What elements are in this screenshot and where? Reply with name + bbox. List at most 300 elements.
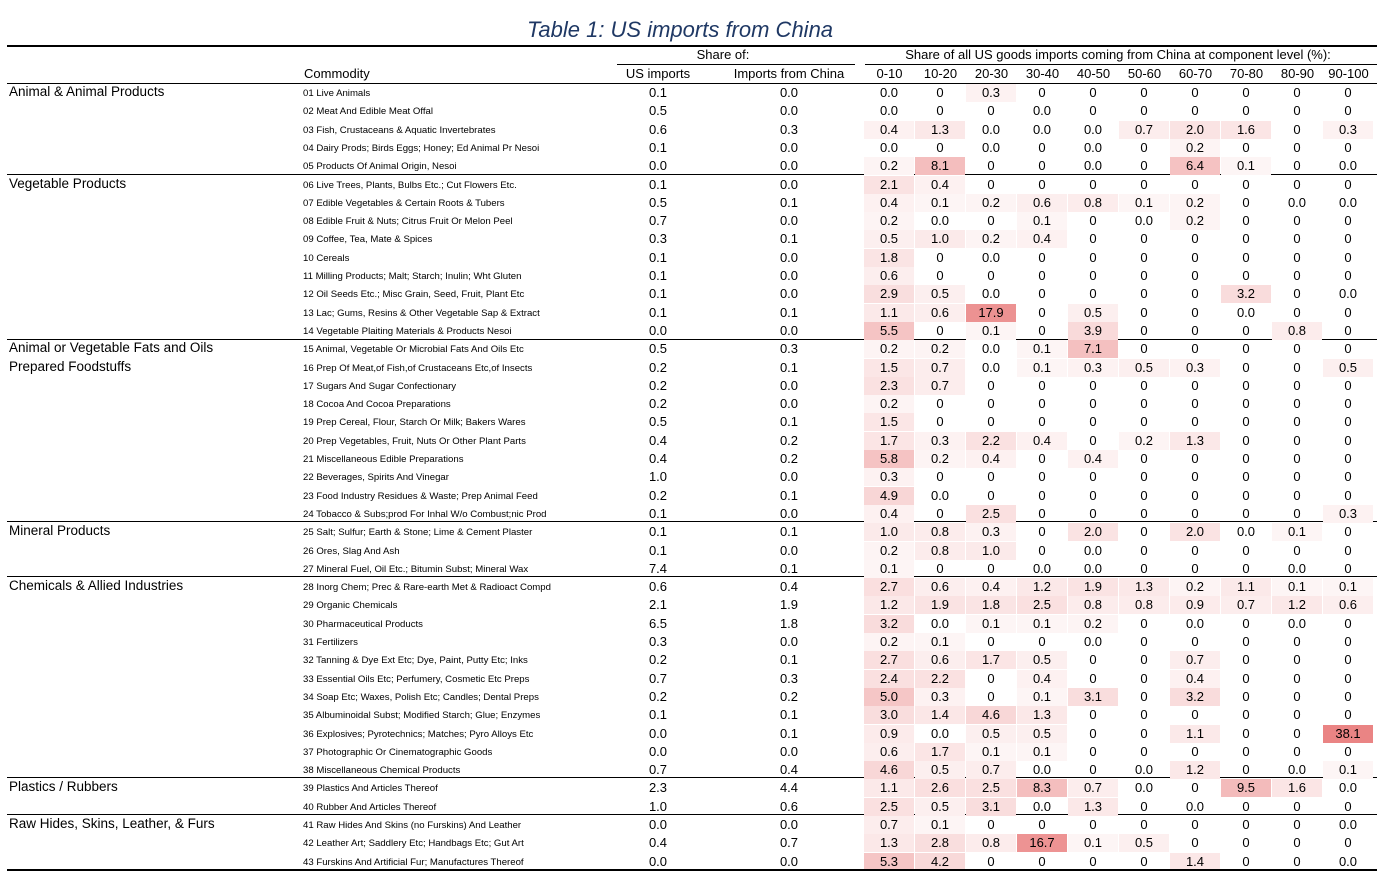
heat-cell: 0 [1191, 451, 1199, 466]
heat-cell: 0.3 [1170, 359, 1220, 377]
commodity-name: 10 Cereals [303, 252, 350, 264]
heat-cell: 0.0 [1287, 194, 1307, 210]
heat-cell: 0 [1344, 469, 1352, 485]
us-imports-share: 0.6 [648, 579, 668, 595]
heat-cell: 0 [987, 213, 995, 229]
heat-cell: 0 [1038, 176, 1046, 192]
heat-cell: 0 [1089, 414, 1097, 430]
heat-cell: 0 [1038, 85, 1046, 100]
heat-cell: 0.2 [864, 395, 914, 413]
heat-cell: 0 [1038, 139, 1046, 155]
heat-cell: 2.5 [1017, 596, 1067, 614]
heat-cell: 0.1 [915, 816, 965, 834]
heat-cell: 0 [1293, 725, 1301, 741]
commodity-name: 26 Ores, Slag And Ash [303, 545, 400, 557]
heat-cell: 0.1 [1221, 157, 1271, 175]
heat-cell: 0 [1344, 377, 1352, 393]
commodity-name: 12 Oil Seeds Etc.; Misc Grain, Seed, Fruit, Plant Etc [303, 289, 525, 301]
commodity-name: 08 Edible Fruit & Nuts; Citrus Fruit Or Melon Peel [303, 216, 513, 228]
heat-cell: 0 [1140, 286, 1148, 302]
bin-header-80-90: 80-90 [1280, 66, 1315, 81]
bin-header-50-60: 50-60 [1127, 66, 1162, 81]
heat-cell: 0 [1293, 139, 1301, 155]
heat-cell: 0.0 [1185, 615, 1205, 631]
heat-cell: 0 [1038, 158, 1046, 174]
heat-cell: 0.9 [864, 725, 914, 743]
heat-cell: 0.0 [1338, 158, 1358, 174]
heat-cell: 16.7 [1017, 834, 1067, 852]
heat-cell: 0.0 [1338, 780, 1358, 796]
commodity-name: 34 Soap Etc; Waxes, Polish Etc; Candles; Dental Preps [303, 691, 539, 703]
heat-cell: 0 [1089, 249, 1097, 265]
heat-cell: 0 [1293, 469, 1301, 485]
heat-cell: 0 [1293, 835, 1301, 851]
imports-from-china-share: 0.7 [779, 835, 799, 851]
heat-cell: 0 [1191, 85, 1199, 100]
heat-cell: 0.1 [1017, 359, 1067, 377]
heat-cell: 0 [936, 414, 944, 430]
heat-cell: 2.9 [864, 285, 914, 303]
heat-cell: 0 [1140, 634, 1148, 649]
imports-from-china-share: 1.8 [779, 615, 799, 631]
heat-cell: 1.2 [864, 596, 914, 614]
heat-cell: 0.0 [981, 359, 1001, 375]
us-imports-share: 0.2 [648, 688, 668, 704]
heat-cell: 0 [1242, 798, 1250, 814]
heat-cell: 0.6 [1323, 596, 1373, 614]
heat-cell: 1.9 [1068, 578, 1118, 596]
heat-cell: 0 [1242, 634, 1250, 649]
heat-cell: 0.0 [981, 121, 1001, 137]
heat-cell: 3.1 [1068, 688, 1118, 706]
heat-cell: 0 [1344, 176, 1352, 192]
heat-cell: 2.8 [915, 834, 965, 852]
heat-cell: 0 [1140, 304, 1148, 320]
heat-cell: 0 [1191, 341, 1199, 357]
heat-cell: 0 [1140, 414, 1148, 430]
heat-cell: 0.1 [966, 743, 1016, 761]
heat-cell: 0 [1140, 176, 1148, 192]
heat-cell: 0.0 [1287, 615, 1307, 631]
heat-cell: 0.1 [1017, 212, 1067, 230]
heat-cell: 0 [1140, 487, 1148, 503]
heat-cell: 5.0 [864, 688, 914, 706]
heat-cell: 0.1 [966, 615, 1016, 633]
heat-cell: 0 [1242, 505, 1250, 521]
heat-cell: 0 [1191, 634, 1199, 649]
heat-cell: 0 [1191, 707, 1199, 723]
heat-cell: 0.5 [1323, 359, 1373, 377]
heat-cell: 0.4 [864, 121, 914, 139]
heat-cell: 0 [1293, 249, 1301, 265]
heat-cell: 0 [1293, 798, 1301, 814]
heat-cell: 0 [1140, 341, 1148, 357]
us-imports-share: 0.0 [648, 853, 668, 869]
commodity-name: 29 Organic Chemicals [303, 600, 398, 612]
heat-cell: 0.2 [1170, 194, 1220, 212]
heat-cell: 0 [1344, 213, 1352, 229]
heat-cell: 0 [1089, 652, 1097, 668]
heat-cell: 0 [1293, 414, 1301, 430]
heat-cell: 0 [1242, 615, 1250, 631]
heat-cell: 0 [1038, 322, 1046, 338]
heat-cell: 0 [1344, 487, 1352, 503]
imports-from-china-share: 0.0 [779, 396, 799, 412]
heat-cell: 0 [1242, 268, 1250, 283]
us-imports-header: US imports [625, 66, 691, 81]
us-imports-share: 0.2 [648, 377, 668, 393]
heat-cell: 0 [1293, 231, 1301, 247]
heat-cell: 1.7 [915, 743, 965, 761]
heat-cell: 0.0 [1083, 542, 1103, 558]
heat-cell: 0 [1140, 524, 1148, 540]
us-imports-share: 7.4 [648, 560, 668, 576]
bin-header-60-70: 60-70 [1178, 66, 1213, 81]
heat-cell: 0 [1140, 688, 1148, 704]
heat-cell: 0 [936, 505, 944, 521]
commodity-name: 41 Raw Hides And Skins (no Furskins) And Leather [303, 820, 522, 831]
heat-cell: 0.0 [930, 725, 950, 741]
heat-cell: 0.3 [966, 84, 1016, 102]
heat-cell: 0 [1242, 817, 1250, 832]
share-of-header: Share of: [696, 47, 750, 62]
heat-cell: 0 [1038, 414, 1046, 430]
heat-cell: 8.3 [1017, 779, 1067, 797]
commodity-name: 36 Explosives; Pyrotechnics; Matches; Pyro Alloys Etc [303, 728, 534, 740]
heat-cell: 0 [1344, 542, 1352, 558]
commodity-name: 15 Animal, Vegetable Or Microbial Fats And Oils Etc [303, 344, 524, 356]
heat-cell: 0 [1191, 505, 1199, 521]
imports-from-china-share: 0.3 [779, 121, 799, 137]
heat-cell: 0 [987, 817, 995, 832]
heat-cell: 1.9 [915, 596, 965, 614]
heat-cell: 0 [1242, 341, 1250, 357]
us-imports-share: 0.0 [648, 817, 668, 832]
heat-cell: 0 [987, 634, 995, 649]
heat-cell: 0 [1242, 743, 1250, 759]
heat-cell: 3.2 [864, 615, 914, 633]
heat-cell: 0 [1089, 103, 1097, 119]
heat-cell: 1.0 [915, 230, 965, 248]
us-imports-share: 0.1 [648, 505, 668, 521]
heat-cell: 0 [1038, 469, 1046, 485]
heat-cell: 0 [1089, 176, 1097, 192]
heat-cell: 1.0 [966, 542, 1016, 560]
heat-cell: 0.7 [1119, 121, 1169, 139]
heat-cell: 0 [1191, 286, 1199, 302]
heat-cell: 1.7 [966, 651, 1016, 669]
heat-cell: 0 [1242, 725, 1250, 741]
heat-cell: 0.8 [1068, 596, 1118, 614]
heat-cell: 0.1 [1272, 523, 1322, 541]
heat-cell: 0 [1242, 176, 1250, 192]
heat-cell: 0.2 [864, 633, 914, 651]
heat-cell: 0 [987, 268, 995, 283]
heat-cell: 4.2 [915, 853, 965, 871]
heat-cell: 0.5 [1068, 304, 1118, 322]
heat-cell: 6.4 [1170, 157, 1220, 175]
heat-cell: 2.4 [864, 670, 914, 688]
heat-cell: 0 [1089, 213, 1097, 229]
us-imports-share: 0.1 [648, 304, 668, 320]
heat-cell: 0 [936, 85, 944, 100]
heat-cell: 0 [1293, 743, 1301, 759]
heat-cell: 0.3 [1323, 121, 1373, 139]
us-imports-share: 0.1 [648, 268, 668, 283]
heat-cell: 0 [1293, 396, 1301, 412]
section-label: Animal or Vegetable Fats and Oils [9, 340, 214, 356]
heat-cell: 0.4 [1017, 432, 1067, 450]
heat-cell: 0 [1140, 139, 1148, 155]
heat-cell: 0 [1038, 377, 1046, 393]
heat-cell: 0.0 [1032, 560, 1052, 576]
heat-cell: 1.8 [966, 596, 1016, 614]
heat-cell: 0 [1242, 213, 1250, 229]
heat-cell: 0 [1089, 268, 1097, 283]
heat-cell: 0 [1038, 524, 1046, 540]
commodity-name: 32 Tanning & Dye Ext Etc; Dye, Paint, Putty Etc; Inks [303, 655, 528, 667]
heat-cell: 0.6 [915, 578, 965, 596]
heat-cell: 0 [1038, 286, 1046, 302]
heat-cell: 9.5 [1221, 779, 1271, 797]
commodity-name: 42 Leather Art; Saddlery Etc; Handbags Etc; Gut Art [303, 838, 524, 850]
us-imports-share: 0.7 [648, 213, 668, 229]
heat-cell: 1.6 [1221, 121, 1271, 139]
heat-cell: 0.4 [966, 450, 1016, 468]
heat-cell: 3.9 [1068, 322, 1118, 340]
heat-cell: 0 [1089, 487, 1097, 503]
heat-cell: 0.3 [864, 468, 914, 486]
heat-cell: 0 [1242, 560, 1250, 576]
heat-cell: 0 [1242, 103, 1250, 119]
heat-cell: 0 [1293, 176, 1301, 192]
heat-cell: 0 [1344, 835, 1352, 851]
imports-from-china-share: 0.6 [779, 798, 799, 814]
heat-cell: 0 [1293, 707, 1301, 723]
heat-cell: 0 [1242, 85, 1250, 100]
imports-from-china-share: 0.1 [779, 524, 799, 540]
heat-cell: 0 [1344, 103, 1352, 119]
heat-cell: 0 [1344, 249, 1352, 265]
heat-cell: 17.9 [966, 304, 1016, 322]
imports-from-china-share: 0.0 [779, 268, 799, 283]
heat-cell: 0 [1140, 798, 1148, 814]
imports-from-china-share: 0.0 [779, 85, 799, 100]
heat-cell: 0 [1242, 688, 1250, 704]
us-imports-share: 0.0 [648, 322, 668, 338]
section-label: Plastics / Rubbers [9, 779, 118, 795]
heat-cell: 0 [936, 249, 944, 265]
heat-cell: 0.0 [981, 249, 1001, 265]
heat-cell: 0.1 [1017, 688, 1067, 706]
heat-cell: 0 [1191, 414, 1199, 430]
us-imports-share: 0.5 [648, 341, 668, 357]
heat-cell: 0 [1191, 469, 1199, 485]
heat-cell: 0 [1344, 798, 1352, 814]
imports-from-china-share: 0.1 [779, 414, 799, 430]
heat-cell: 0 [1344, 707, 1352, 723]
heat-cell: 1.4 [1170, 853, 1220, 871]
heat-cell: 0.7 [915, 359, 965, 377]
heat-cell: 0 [1191, 304, 1199, 320]
heat-cell: 0 [1344, 396, 1352, 412]
heat-cell: 2.7 [864, 651, 914, 669]
us-imports-share: 0.0 [648, 743, 668, 759]
heat-cell: 0.7 [864, 816, 914, 834]
heat-cell: 1.0 [864, 523, 914, 541]
heat-cell: 0.1 [1119, 194, 1169, 212]
heat-cell: 0.8 [915, 542, 965, 560]
heat-cell: 0 [936, 268, 944, 283]
us-imports-share: 6.5 [648, 615, 668, 631]
heat-cell: 0.1 [864, 560, 914, 578]
heat-cell: 0 [1293, 451, 1301, 466]
heat-cell: 2.5 [864, 798, 914, 816]
heat-cell: 0 [1191, 817, 1199, 832]
imports-from-china-share: 0.0 [779, 634, 799, 649]
imports-from-china-share: 0.1 [779, 487, 799, 503]
heat-cell: 0.0 [981, 286, 1001, 302]
commodity-name: 31 Fertilizers [303, 637, 358, 648]
imports-from-china-share: 0.0 [779, 505, 799, 521]
section-label: Mineral Products [9, 523, 111, 539]
commodity-name: 21 Miscellaneous Edible Preparations [303, 454, 464, 465]
heat-cell: 0 [1242, 670, 1250, 686]
heat-cell: 0 [1038, 505, 1046, 521]
imports-from-china-share: 0.0 [779, 139, 799, 155]
heat-cell: 0.8 [1068, 194, 1118, 212]
heat-cell: 1.4 [915, 706, 965, 724]
heat-cell: 0 [1140, 853, 1148, 869]
imports-from-china-share: 0.0 [779, 158, 799, 174]
heat-cell: 2.0 [1170, 121, 1220, 139]
imports-from-china-share: 0.0 [779, 542, 799, 558]
bin-header-20-30: 20-30 [974, 66, 1009, 81]
heat-cell: 0 [1293, 688, 1301, 704]
section-label: Animal & Animal Products [9, 84, 165, 99]
heat-cell: 0.7 [1221, 596, 1271, 614]
heat-cell: 0 [1191, 377, 1199, 393]
heat-cell: 0.3 [1068, 359, 1118, 377]
heat-cell: 0 [1293, 359, 1301, 375]
heat-cell: 0 [987, 853, 995, 869]
heat-cell: 0.5 [966, 725, 1016, 743]
heat-cell: 0 [1242, 853, 1250, 869]
heat-cell: 0.6 [864, 267, 914, 285]
heat-cell: 0 [1089, 725, 1097, 741]
heat-cell: 0 [1089, 231, 1097, 247]
heat-cell: 1.3 [864, 834, 914, 852]
heat-cell: 0.6 [915, 304, 965, 322]
heat-cell: 0.5 [864, 230, 914, 248]
heat-cell: 1.1 [864, 779, 914, 797]
heat-cell: 0 [1293, 103, 1301, 119]
heat-cell: 0 [1293, 304, 1301, 320]
heat-cell: 2.1 [864, 176, 914, 194]
imports-from-china-share: 1.9 [779, 597, 799, 613]
heat-cell: 0 [1344, 268, 1352, 283]
commodity-name: 20 Prep Vegetables, Fruit, Nuts Or Other Plant Parts [303, 435, 526, 447]
heat-cell: 0 [1344, 451, 1352, 466]
heat-cell: 0 [987, 377, 995, 393]
heat-cell: 0 [1344, 341, 1352, 357]
imports-from-china-share: 0.0 [779, 103, 799, 119]
commodity-name: 43 Furskins And Artificial Fur; Manufactures Thereof [303, 856, 524, 868]
heat-cell: 0 [1038, 304, 1046, 320]
us-imports-share: 0.3 [648, 634, 668, 649]
us-imports-share: 0.1 [648, 139, 668, 155]
heat-cell: 0 [1089, 396, 1097, 412]
heat-cell: 0 [987, 670, 995, 686]
imports-from-china-share: 0.3 [779, 670, 799, 686]
heat-cell: 0 [1344, 85, 1352, 100]
imports-from-china-share: 0.0 [779, 176, 799, 192]
heat-cell: 0 [1089, 377, 1097, 393]
heat-cell: 0 [1242, 359, 1250, 375]
commodity-name: 35 Albuminoidal Subst; Modified Starch; Glue; Enzymes [303, 710, 541, 722]
heat-cell: 0 [936, 103, 944, 119]
commodity-name: 40 Rubber And Articles Thereof [303, 801, 437, 813]
commodity-name: 16 Prep Of Meat,of Fish,of Crustaceans Etc,of Insects [303, 362, 533, 374]
heat-cell: 0 [987, 469, 995, 485]
imports-from-china-share: 0.0 [779, 377, 799, 393]
heat-cell: 0 [1140, 451, 1148, 466]
us-imports-share: 0.1 [648, 524, 668, 540]
heat-cell: 0.2 [1119, 432, 1169, 450]
heat-cell: 0 [1344, 231, 1352, 247]
heat-cell: 0.0 [981, 341, 1001, 357]
us-imports-share: 0.1 [648, 85, 668, 100]
commodity-name: 17 Sugars And Sugar Confectionary [303, 380, 457, 392]
heat-cell: 0 [1293, 268, 1301, 283]
imports-from-china-share: 0.0 [779, 286, 799, 302]
commodity-name: 07 Edible Vegetables & Certain Roots & Tubers [303, 197, 505, 209]
heat-cell: 0 [936, 469, 944, 485]
commodity-name: 13 Lac; Gums, Resins & Other Vegetable Sap & Extract [303, 307, 540, 319]
heat-cell: 0 [1038, 817, 1046, 832]
heat-cell: 0 [1089, 286, 1097, 302]
heat-cell: 0.0 [1236, 524, 1256, 540]
heat-cell: 0.0 [930, 213, 950, 229]
heat-cell: 0.1 [1017, 743, 1067, 761]
imports-from-china-share: 0.1 [779, 707, 799, 723]
heat-cell: 0 [1242, 487, 1250, 503]
heat-cell: 0 [1344, 670, 1352, 686]
heat-cell: 0 [1140, 103, 1148, 119]
commodity-name: 38 Miscellaneous Chemical Products [303, 765, 461, 777]
heat-cell: 1.7 [864, 432, 914, 450]
heat-cell: 0 [1344, 322, 1352, 338]
heat-cell: 0 [1140, 377, 1148, 393]
us-imports-share: 0.2 [648, 652, 668, 668]
heat-cell: 0.6 [864, 743, 914, 761]
heat-cell: 0 [1038, 451, 1046, 466]
heat-cell: 2.7 [864, 578, 914, 596]
heat-cell: 0 [1344, 634, 1352, 649]
heat-cell: 2.6 [915, 779, 965, 797]
heat-cell: 0 [1293, 670, 1301, 686]
heat-cell: 0 [987, 688, 995, 704]
heat-cell: 1.3 [1017, 706, 1067, 724]
heat-cell: 0.1 [1323, 578, 1373, 596]
us-imports-share: 2.1 [648, 597, 668, 613]
heat-cell: 5.8 [864, 450, 914, 468]
heat-cell: 0 [1140, 249, 1148, 265]
heat-cell: 0 [1242, 432, 1250, 448]
share-all-header: Share of all US goods imports coming from China at component level (%): [905, 47, 1331, 62]
section-label: Chemicals & Allied Industries [9, 578, 184, 594]
imports-from-china-share: 0.4 [779, 762, 799, 778]
